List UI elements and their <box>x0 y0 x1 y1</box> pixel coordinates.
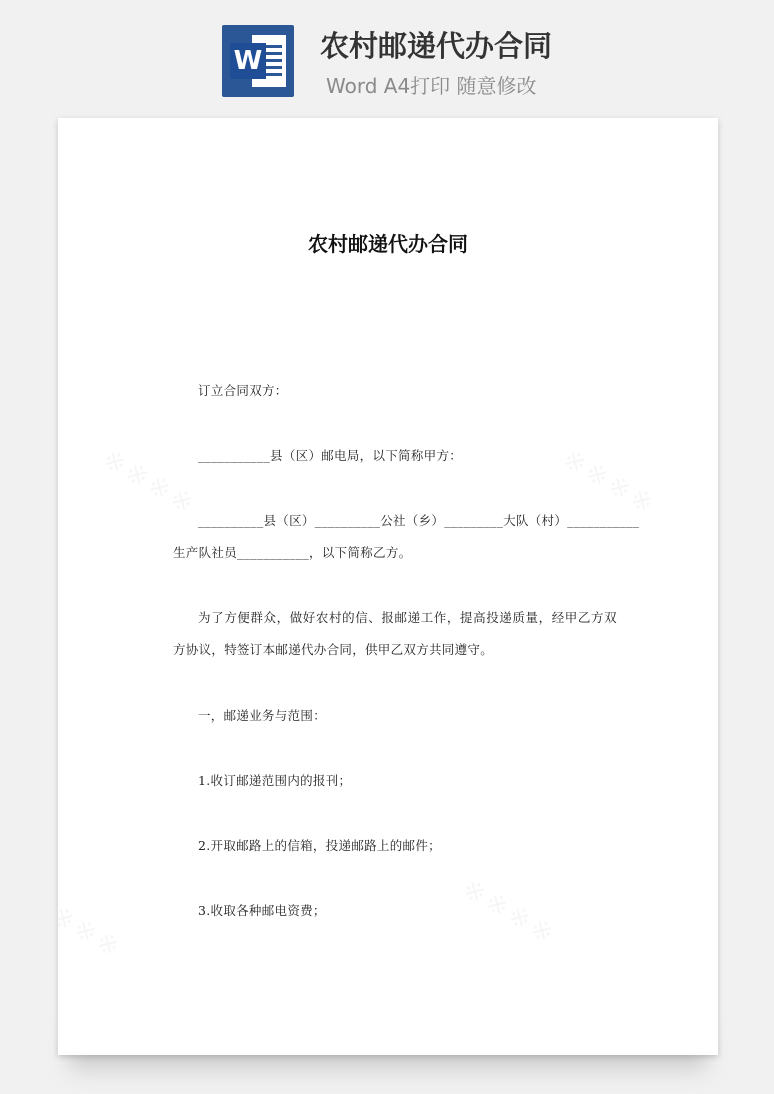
header <box>0 0 774 110</box>
watermark <box>97 444 201 522</box>
paragraph-line: 方协议，特签订本邮递代办合同，供甲乙双方共同遵守。 <box>173 642 494 657</box>
app-subtitle: Word A4打印 随意修改 <box>326 74 537 98</box>
document-page <box>58 118 718 1055</box>
paragraph-line: ___________县（区）邮电局，以下简称甲方： <box>198 448 463 463</box>
paragraph-line: 为了方便群众，做好农村的信、报邮递工作，提高投递质量，经甲乙方双 <box>198 610 618 625</box>
paragraph-line: 生产队社员___________，以下简称乙方。 <box>173 545 412 560</box>
paragraph-line: 3.收取各种邮电资费； <box>198 903 326 918</box>
watermark <box>457 874 561 952</box>
word-letter-badge: W <box>230 43 266 79</box>
paragraph-line: 2.开取邮路上的信箱，投递邮路上的邮件； <box>198 838 441 853</box>
app-title: 农村邮递代办合同 <box>320 29 553 63</box>
watermark <box>58 901 128 966</box>
word-icon <box>222 25 294 97</box>
paragraph-line: 订立合同双方： <box>198 383 288 398</box>
paragraph-line: 1.收订邮递范围内的报刊； <box>198 773 352 788</box>
paragraph-line: __________县（区）__________公社（乡）_________大队（村）___________ <box>198 513 640 528</box>
paragraph-line: 一，邮递业务与范围： <box>198 708 327 723</box>
document-title: 农村邮递代办合同 <box>308 232 468 256</box>
